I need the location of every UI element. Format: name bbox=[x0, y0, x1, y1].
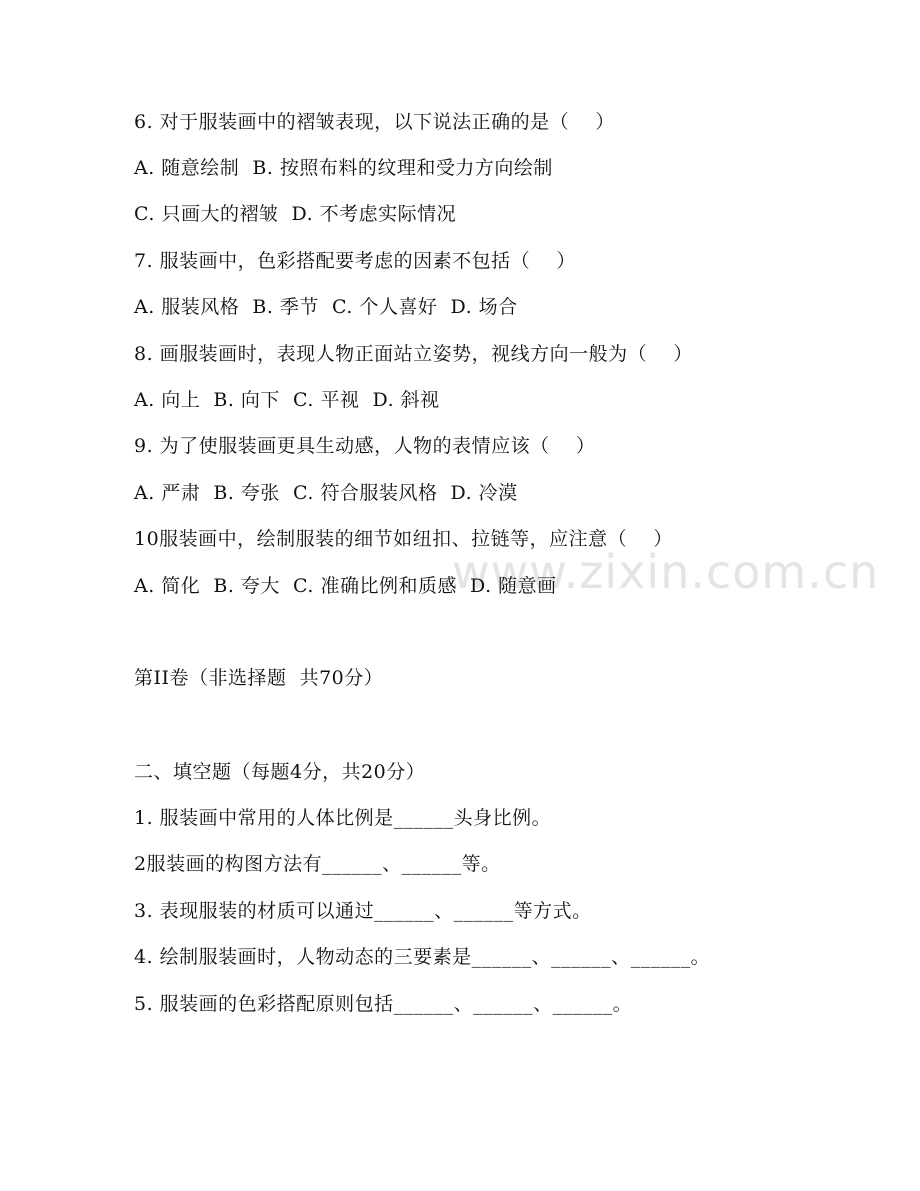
question-10-options: A. 简化 B. 夸大 C. 准确比例和质感 D. 随意画 bbox=[134, 575, 557, 597]
fill-in-title: 二、填空题（每题4分，共20分） bbox=[134, 761, 426, 783]
fill-in-item: 3. 表现服装的材质可以通过______、______等方式。 bbox=[134, 900, 592, 922]
question-8-options: A. 向上 B. 向下 C. 平视 D. 斜视 bbox=[134, 389, 440, 411]
question-6-options-cd: C. 只画大的褶皱 D. 不考虑实际情况 bbox=[134, 203, 457, 225]
question-6-options-ab: A. 随意绘制 B. 按照布料的纹理和受力方向绘制 bbox=[134, 157, 553, 179]
question-8-stem: 8. 画服装画时，表现人物正面站立姿势，视线方向一般为（ ） bbox=[134, 343, 693, 365]
question-7-stem: 7. 服装画中，色彩搭配要考虑的因素不包括（ ） bbox=[134, 250, 576, 272]
question-9-stem: 9. 为了使服装画更具生动感，人物的表情应该（ ） bbox=[134, 435, 596, 457]
fill-in-item: 2服装画的构图方法有______、______等。 bbox=[134, 853, 501, 875]
question-7-options: A. 服装风格 B. 季节 C. 个人喜好 D. 场合 bbox=[134, 296, 518, 318]
question-6-stem: 6. 对于服装画中的褶皱表现，以下说法正确的是（ ） bbox=[134, 111, 615, 133]
watermark: www.zixin.com.cn bbox=[452, 545, 880, 599]
question-10-stem: 10服装画中，绘制服装的细节如纽扣、拉链等，应注意（ ） bbox=[134, 528, 673, 550]
fill-in-item: 5. 服装画的色彩搭配原则包括______、______、______。 bbox=[134, 993, 633, 1015]
question-9-options: A. 严肃 B. 夸张 C. 符合服装风格 D. 冷漠 bbox=[134, 482, 518, 504]
fill-in-item: 4. 绘制服装画时，人物动态的三要素是______、______、______。 bbox=[134, 946, 711, 968]
fill-in-item: 1. 服装画中常用的人体比例是______头身比例。 bbox=[134, 807, 552, 829]
section-title: 第II卷（非选择题 共70分） bbox=[134, 667, 384, 689]
